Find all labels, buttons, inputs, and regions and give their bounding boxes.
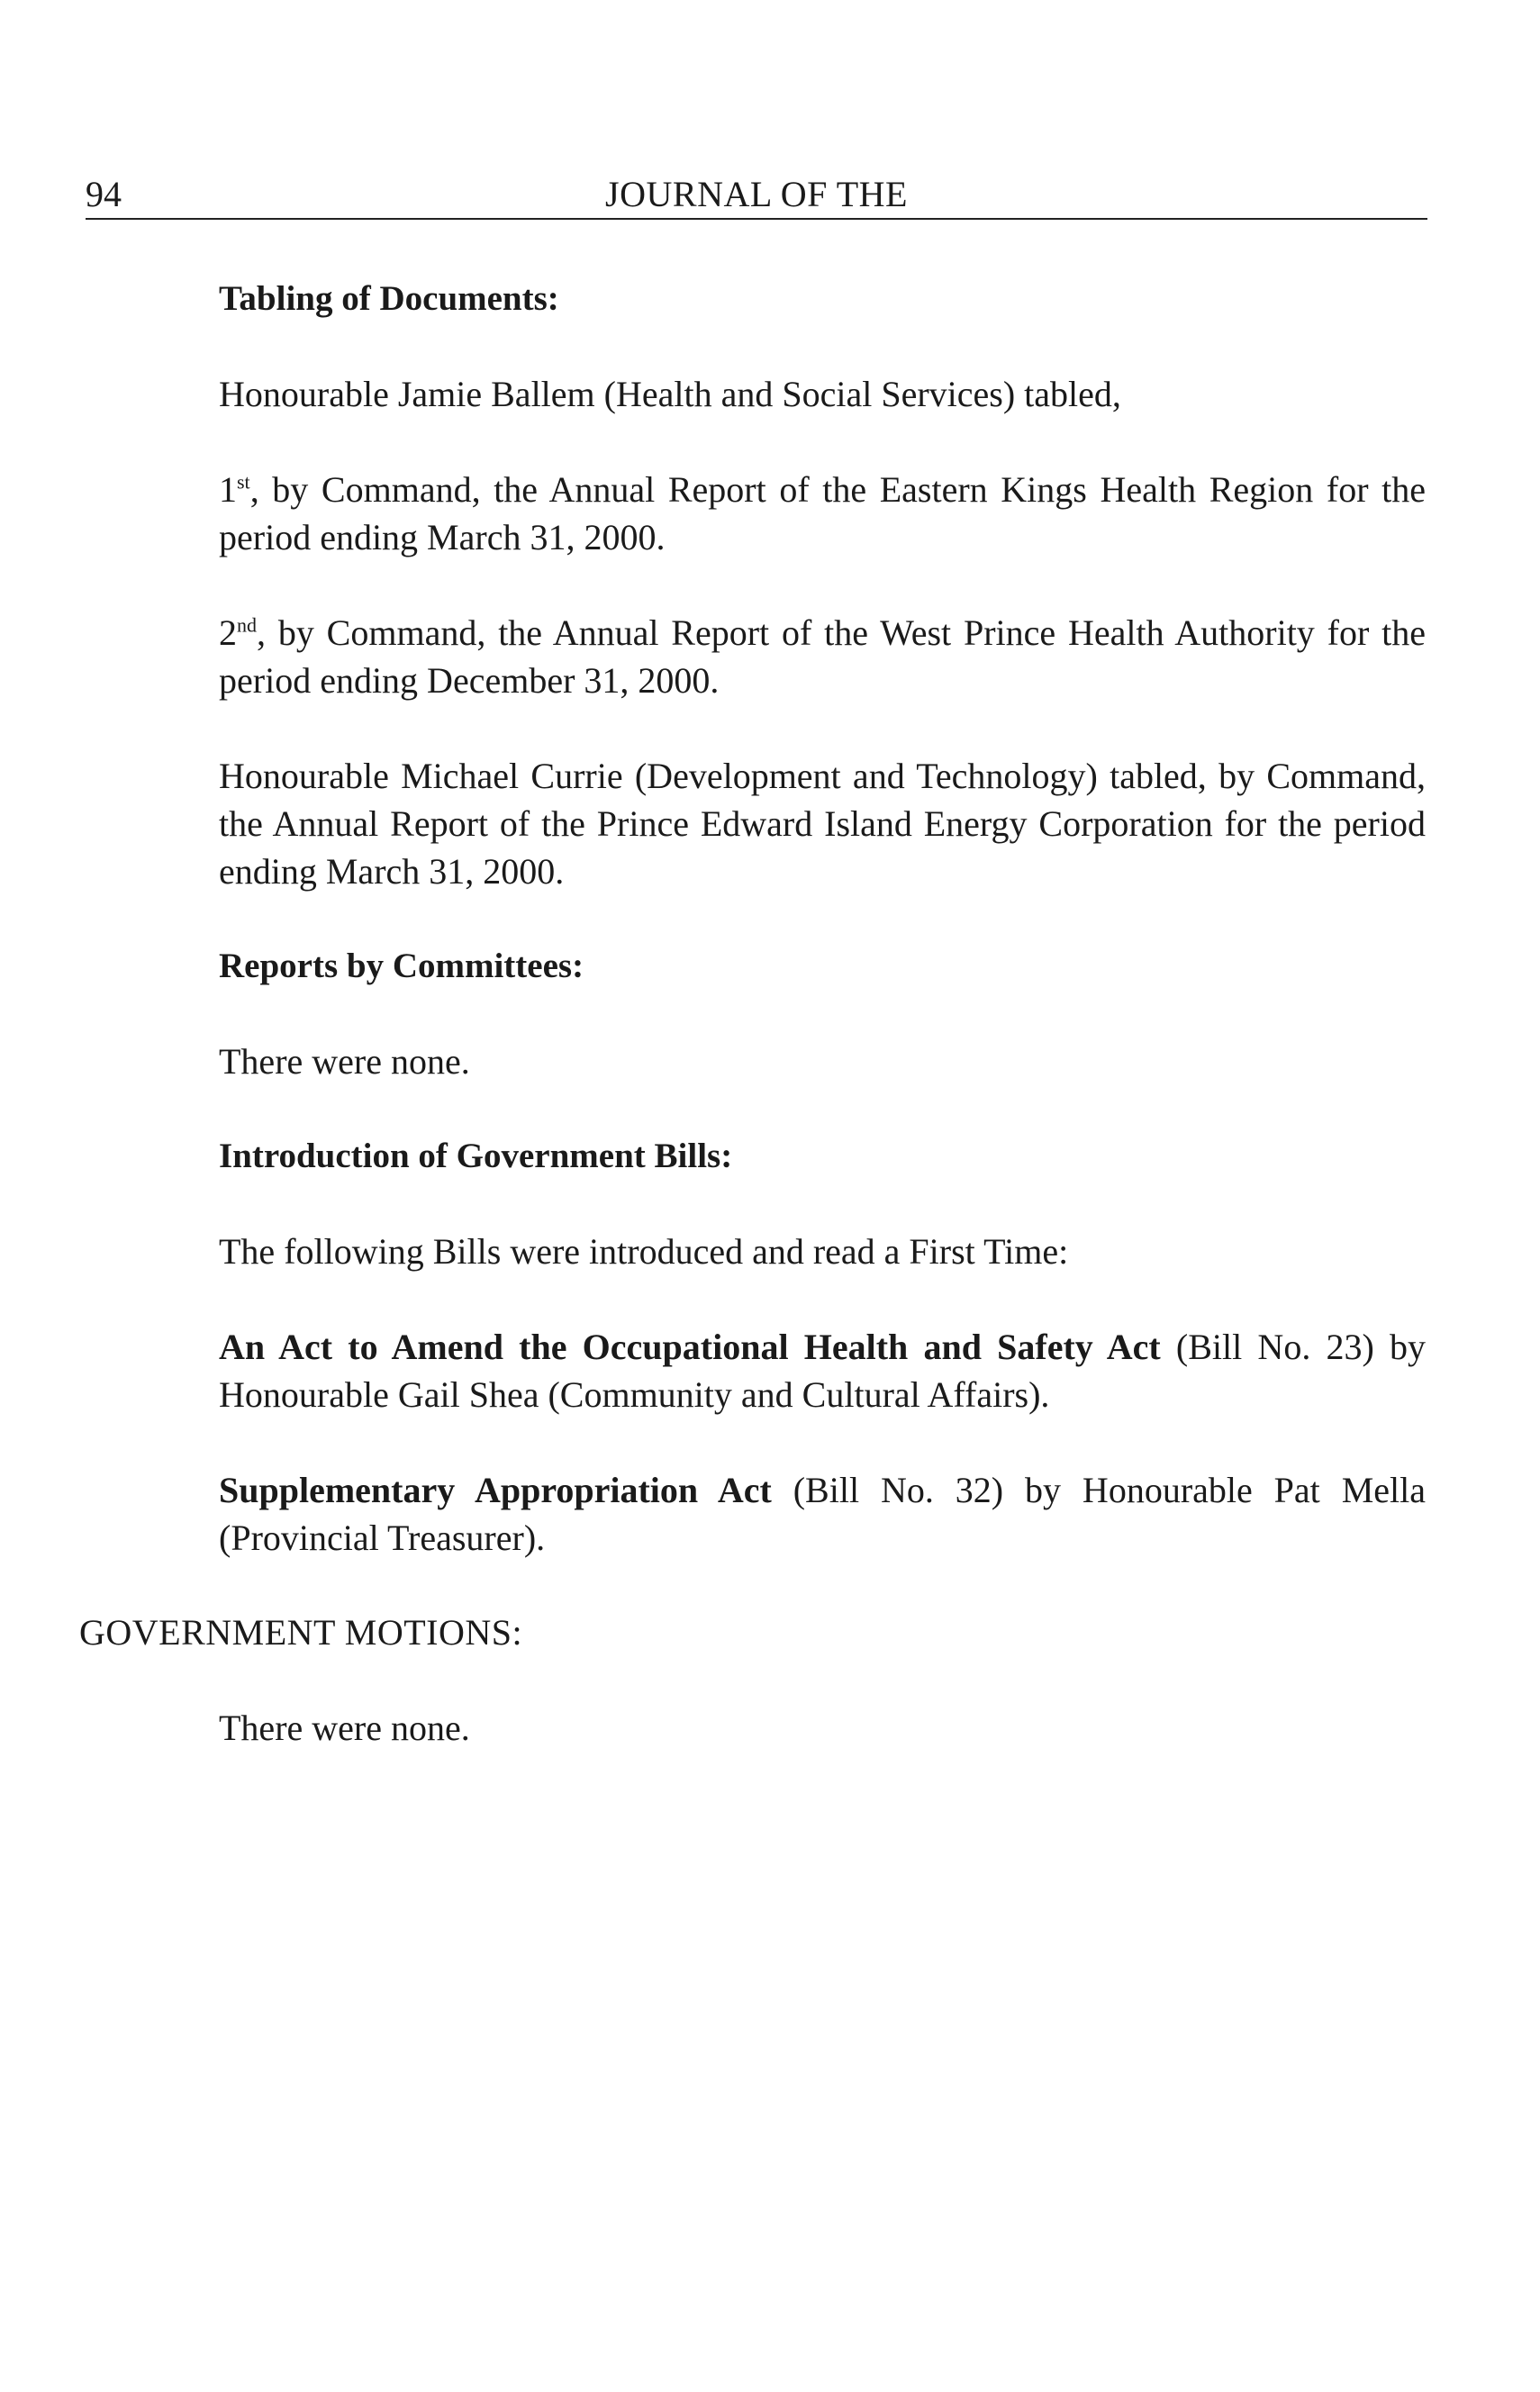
tabled-item-1 <box>219 466 1426 561</box>
tabled-item-text: , by Command, the Annual Report of the West Prince Health Authority for the period ending December 31, 2000. <box>219 612 1426 701</box>
section-heading-bills: Introduction of Government Bills: <box>219 1137 733 1175</box>
ordinal-number: 1 <box>219 469 237 510</box>
section-heading-motions: GOVERNMENT MOTIONS: <box>79 1612 523 1653</box>
journal-title: JOURNAL OF THE <box>605 174 908 214</box>
section-heading-tabling: Tabling of Documents: <box>219 279 559 318</box>
bill-entry-1 <box>219 1323 1426 1418</box>
tabled-item-text: , by Command, the Annual Report of the Eastern Kings Health Region for the period ending March 31, 2000. <box>219 469 1426 557</box>
bill-details: (Bill No. 23) by Honourable Gail Shea (Community and Cultural Affairs). <box>219 1327 1426 1415</box>
ordinal-suffix: st <box>237 470 250 494</box>
ordinal-number: 2 <box>219 612 237 653</box>
bill-entry-2 <box>219 1466 1426 1562</box>
motions-text: There were none. <box>219 1708 470 1748</box>
bill-title: An Act to Amend the Occupational Health and Safety Act <box>219 1327 1161 1367</box>
tabled-item-2 <box>219 609 1426 704</box>
reports-text: There were none. <box>219 1041 470 1082</box>
tabling-intro: Honourable Jamie Ballem (Health and Social Services) tabled, <box>219 374 1121 414</box>
page-body <box>79 275 1426 1752</box>
tabling-currie: Honourable Michael Currie (Development and Technology) tabled, by Command, the Annual Report of the Prince Edward Island Energy Corporation for the period ending March 31, 2000. <box>219 756 1426 892</box>
section-heading-reports: Reports by Committees: <box>219 947 584 985</box>
running-header <box>86 171 1427 220</box>
bill-details: (Bill No. 32) by Honourable Pat Mella (Provincial Treasurer). <box>219 1470 1426 1558</box>
bills-intro: The following Bills were introduced and read a First Time: <box>219 1231 1069 1272</box>
ordinal-suffix: nd <box>237 613 257 637</box>
page-number: 94 <box>86 174 122 214</box>
bill-title: Supplementary Appropriation Act <box>219 1470 772 1510</box>
